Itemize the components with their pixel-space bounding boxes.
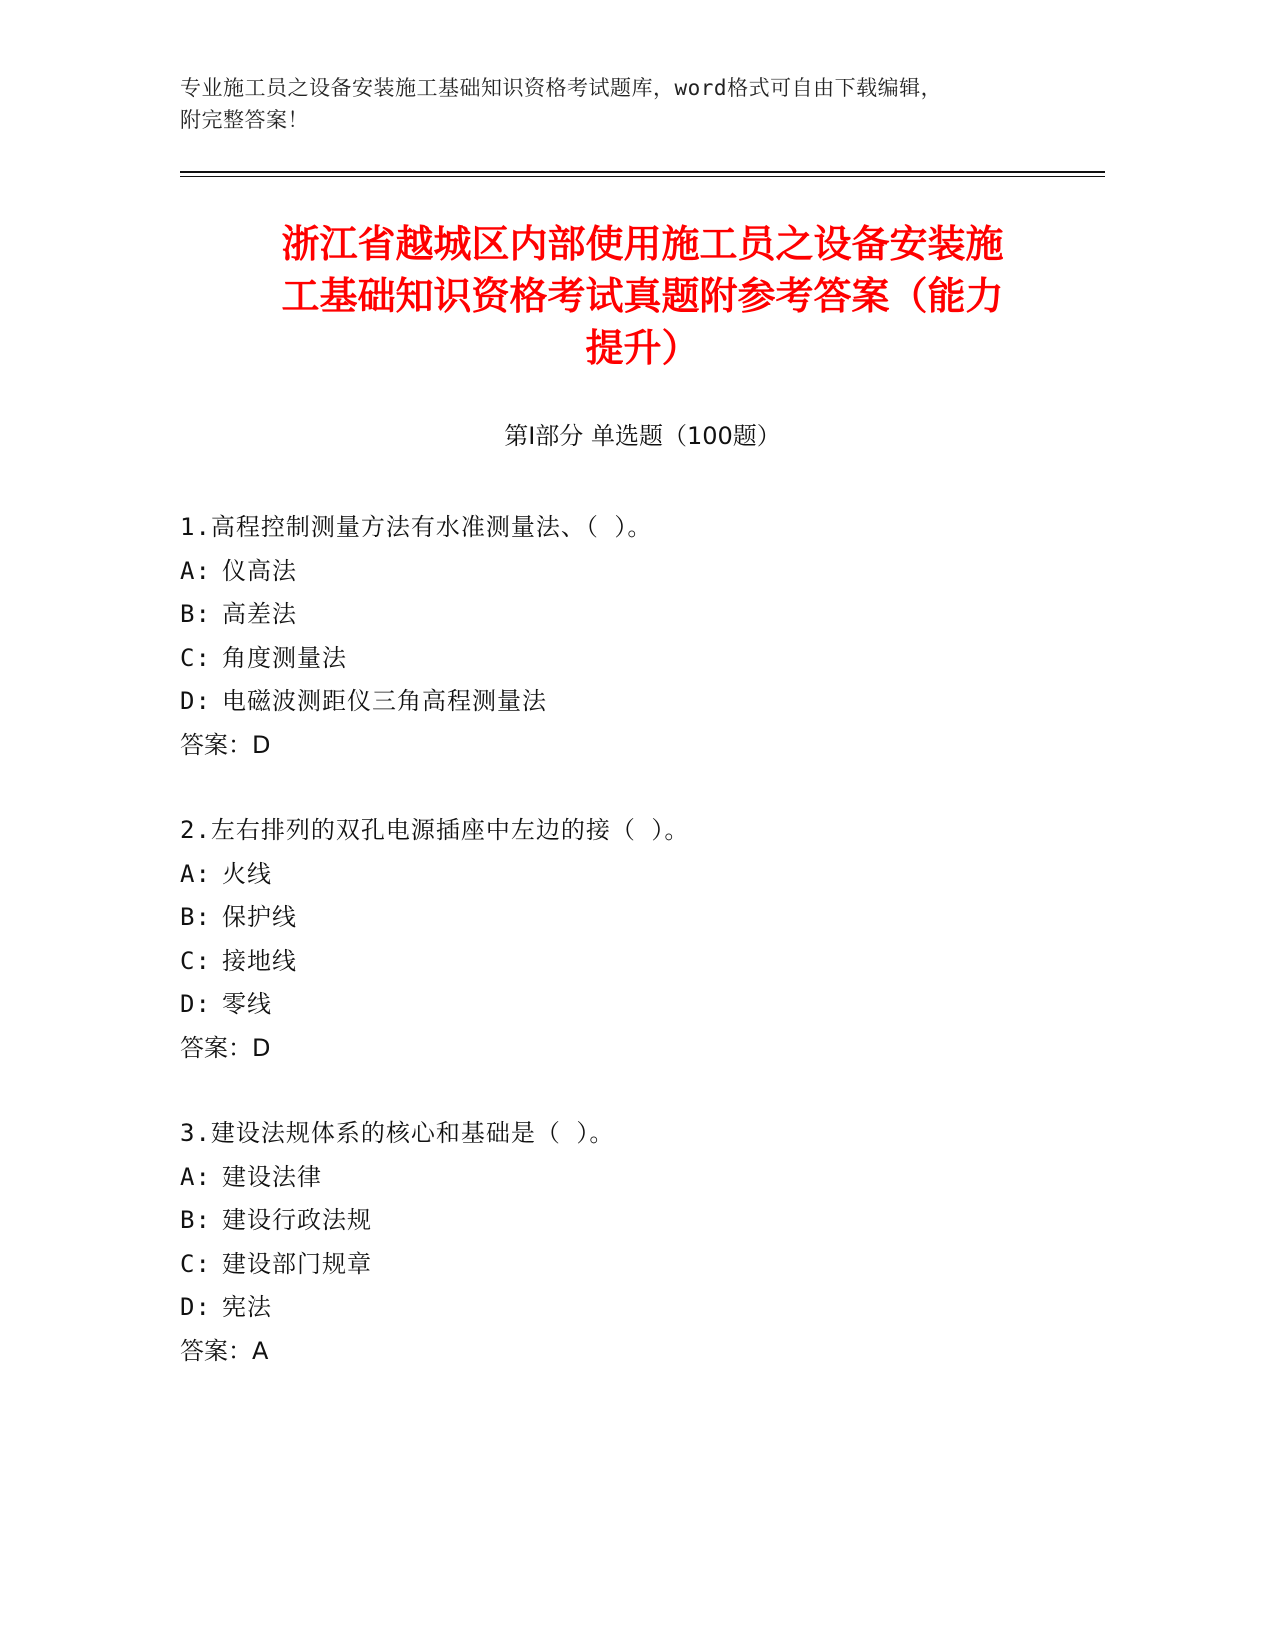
option-a <box>180 1156 1105 1200</box>
section-heading: 第Ⅰ部分 单选题（100题） <box>504 422 781 450</box>
option-text: 电磁波测距仪三角高程测量法 <box>222 687 547 715</box>
header-note-line-1: 专业施工员之设备安装施工基础知识资格考试题库，word格式可自由下载编辑， <box>180 76 943 100</box>
document-title-line-2: 工基础知识资格考试真题附参考答案（能力 <box>281 274 1004 318</box>
option-text: 高差法 <box>222 600 297 628</box>
option-b <box>180 593 1105 637</box>
option-d <box>180 1286 1105 1330</box>
option-key: C: <box>180 643 211 672</box>
option-key: B: <box>180 600 211 628</box>
option-d <box>180 680 1105 724</box>
option-d <box>180 983 1105 1027</box>
option-key: D: <box>180 687 211 715</box>
option-a <box>180 853 1105 897</box>
option-text: 保护线 <box>222 903 297 931</box>
option-text: 火线 <box>222 859 272 888</box>
option-key: B: <box>180 903 211 931</box>
option-c <box>180 1243 1105 1287</box>
option-key: D: <box>180 990 211 1018</box>
option-b <box>180 1199 1105 1243</box>
question-1 <box>180 506 1105 767</box>
option-key: B: <box>180 1206 211 1234</box>
option-text: 建设法律 <box>222 1162 322 1191</box>
document-title <box>180 218 1105 374</box>
option-key: A: <box>180 1162 211 1191</box>
option-key: A: <box>180 556 211 585</box>
option-text: 建设部门规章 <box>222 1249 372 1278</box>
question-stem: 3.建设法规体系的核心和基础是（ ）。 <box>180 1119 615 1147</box>
question-2 <box>180 809 1105 1070</box>
document-title-line-3: 提升） <box>585 326 700 370</box>
option-c <box>180 637 1105 681</box>
header-rule-thick <box>180 171 1105 173</box>
header-note <box>180 72 1060 136</box>
document-title-line-1: 浙江省越城区内部使用施工员之设备安装施 <box>281 222 1004 266</box>
option-text: 建设行政法规 <box>222 1206 372 1234</box>
option-c <box>180 940 1105 984</box>
header-note-line-2: 附完整答案！ <box>180 108 309 132</box>
option-key: A: <box>180 859 211 888</box>
option-key: C: <box>180 946 211 975</box>
option-text: 零线 <box>222 990 272 1018</box>
answer: 答案：A <box>180 1336 269 1365</box>
question-stem: 1.高程控制测量方法有水准测量法、（ ）。 <box>180 513 653 541</box>
question-list <box>180 506 1105 1415</box>
option-text: 角度测量法 <box>222 643 347 672</box>
option-text: 仪高法 <box>222 556 297 585</box>
option-text: 宪法 <box>222 1293 272 1321</box>
option-text: 接地线 <box>222 946 297 975</box>
answer: 答案：D <box>180 730 271 759</box>
question-stem: 2.左右排列的双孔电源插座中左边的接（ ）。 <box>180 816 690 844</box>
question-3 <box>180 1112 1105 1373</box>
option-b <box>180 896 1105 940</box>
option-key: C: <box>180 1249 211 1278</box>
option-a <box>180 550 1105 594</box>
answer: 答案：D <box>180 1033 271 1062</box>
option-key: D: <box>180 1293 211 1321</box>
header-rule-thin <box>180 176 1105 177</box>
